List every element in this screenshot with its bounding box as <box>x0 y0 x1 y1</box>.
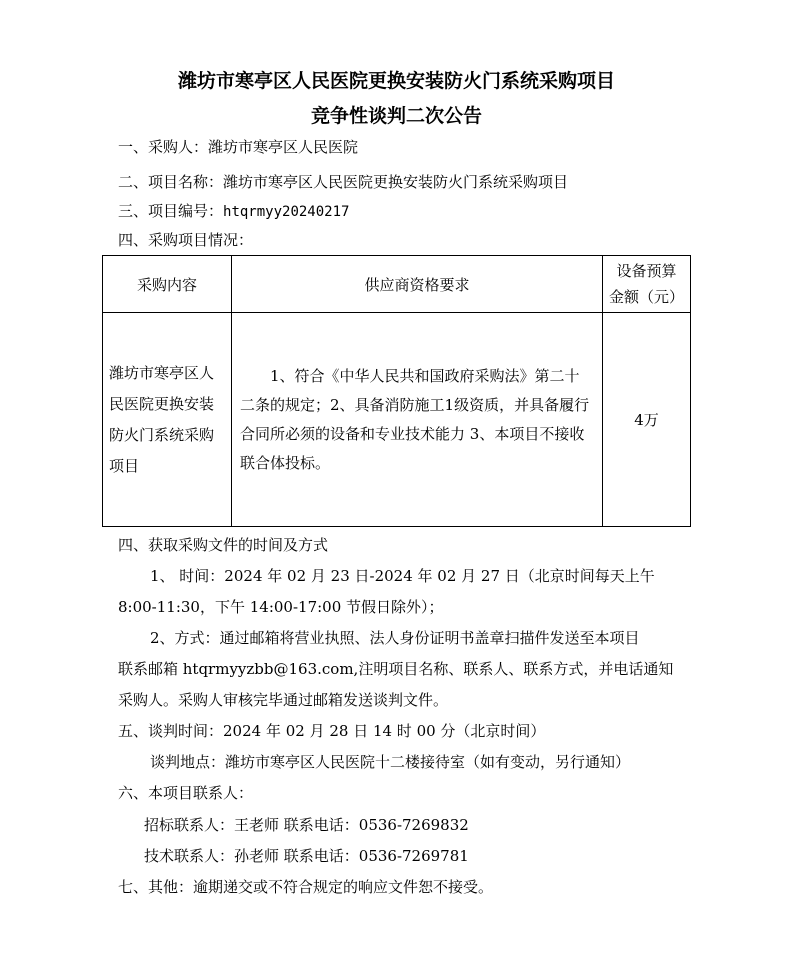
obtain-heading: 四、获取采购文件的时间及方式 <box>118 536 329 554</box>
time-line-2: 8:00-11:30，下午 14:00-17:00 节假日除外）； <box>118 598 444 616</box>
requirements-text: 1、符合《中华人民共和国政府采购法》第二十二条的规定；2、具备消防施工1级资质，并具备履行合同所必须的设备和专业技术能力 3、本项目不接收联合体投标。 <box>240 366 590 472</box>
cell-content: 潍坊市寒亭区人民医院更换安装防火门系统采购项目 <box>103 313 232 527</box>
situation-heading: 四、采购项目情况： <box>118 231 254 249</box>
contact-line-1: 招标联系人：王老师 联系电话：0536-7269832 <box>144 816 469 834</box>
purchaser-line: 一、采购人：潍坊市寒亭区人民医院 <box>118 138 359 156</box>
procurement-table <box>102 255 691 527</box>
title-line-2: 竞争性谈判二次公告 <box>310 105 482 127</box>
title-line-1: 潍坊市寒亭区人民医院更换安装防火门系统采购项目 <box>177 70 615 92</box>
table-header-row <box>103 256 691 313</box>
negotiation-time-line: 五、谈判时间：2024 年 02 月 28 日 14 时 00 分（北京时间） <box>118 722 546 740</box>
header-content: 采购内容 <box>103 256 232 313</box>
contact-line-2: 技术联系人：孙老师 联系电话：0536-7269781 <box>144 847 469 865</box>
contacts-heading: 六、本项目联系人： <box>118 784 254 802</box>
project-number-label: 三、项目编号： <box>118 202 224 220</box>
project-name-line: 二、项目名称：潍坊市寒亭区人民医院更换安装防火门系统采购项目 <box>118 173 569 191</box>
other-line: 七、其他：逾期递交或不符合规定的响应文件恕不接受。 <box>118 878 494 896</box>
header-budget-line1: 设备预算 <box>616 262 677 280</box>
header-budget-line2: 金额（元） <box>608 288 684 306</box>
project-number-value: htqrmyy20240217 <box>223 204 350 220</box>
header-requirements: 供应商资格要求 <box>232 256 603 313</box>
method-line-3: 采购人。采购人审核完毕通过邮箱发送谈判文件。 <box>118 691 449 709</box>
method-line-2: 联系邮箱 htqrmyyzbb@163.com,注明项目名称、联系人、联系方式，并电话通知 <box>118 660 674 678</box>
project-number-line <box>118 200 349 221</box>
cell-requirements <box>232 313 603 527</box>
header-budget <box>603 256 691 313</box>
table-row <box>103 313 691 527</box>
negotiation-place-line: 谈判地点：潍坊市寒亭区人民医院十二楼接待室（如有变动，另行通知） <box>150 753 631 771</box>
cell-budget: 4万 <box>603 313 691 527</box>
time-line-1: 1、 时间：2024 年 02 月 23 日-2024 年 02 月 27 日（北京时间每天上午 <box>150 567 655 585</box>
method-line-1: 2、方式：通过邮箱将营业执照、法人身份证明书盖章扫描件发送至本项目 <box>150 629 640 647</box>
